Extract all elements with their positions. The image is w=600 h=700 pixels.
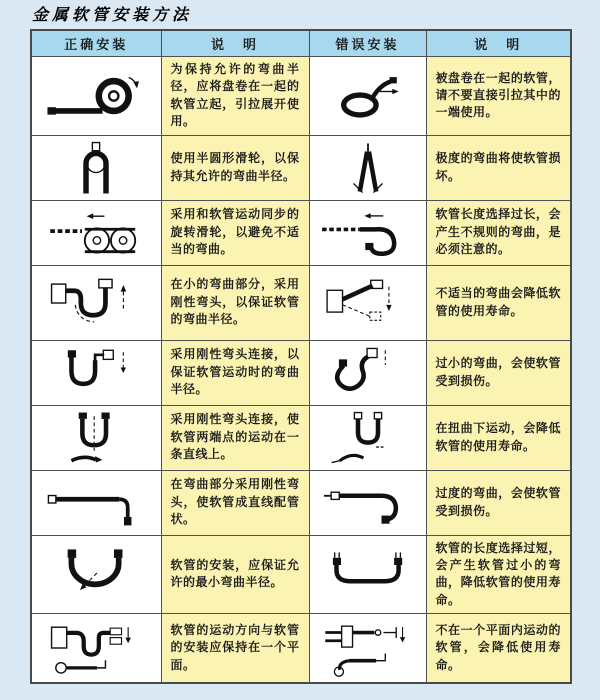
correct-desc-cell [161, 405, 309, 470]
table-row [31, 405, 571, 470]
wrong-desc-text: 被盘卷在一起的软管，请不要直接引拉其中的一端使用。 [435, 70, 561, 120]
wrong-desc-text: 在扭曲下运动，会降低软管的使用寿命。 [435, 421, 561, 453]
extreme-bend-hose-icon [318, 140, 418, 196]
coil-pulled-from-end-icon [318, 69, 418, 123]
header-correct-install: 正确安装 [31, 30, 161, 57]
page-title: 金属软管安装方法 [32, 5, 193, 24]
correct-image-cell [31, 265, 161, 340]
too-small-bend-icon [318, 345, 418, 401]
hose-installation-table [30, 29, 572, 684]
correct-desc-text: 为保持允许的弯曲半径，应将盘卷在一起的软管立起，引拉展开使用。 [170, 62, 300, 129]
correct-desc-text: 采用刚性弯头连接，使软管两端点的运动在一条直线上。 [170, 412, 300, 462]
correct-image-cell [31, 135, 161, 200]
correct-image-cell [31, 200, 161, 265]
wrong-desc-cell [426, 135, 571, 200]
wrong-image-cell [309, 614, 426, 683]
overlong-hose-irregular-bend-icon [318, 206, 418, 260]
wrong-desc-cell [426, 340, 571, 405]
wrong-desc-cell [426, 200, 571, 265]
wrong-desc-cell [426, 405, 571, 470]
too-short-hose-icon [316, 547, 420, 601]
endpoints-straight-line-icon [46, 409, 146, 467]
excessive-bend-icon [318, 476, 418, 530]
correct-desc-text: 在小的弯曲部分，采用刚性弯头，以保证软管的弯曲半径。 [170, 277, 300, 327]
straight-piping-rigid-elbow-icon [44, 475, 148, 531]
header-wrong-install: 错误安装 [309, 30, 426, 57]
wrong-desc-text: 不在一个平面内运动的软管，会降低使用寿命。 [435, 622, 561, 672]
wrong-image-cell [309, 535, 426, 614]
wrong-desc-text: 软管的长度选择过短，会产生软管过小的弯曲，降低软管的使用寿命。 [435, 540, 561, 607]
correct-desc-text: 软管的运动方向与软管的安装应保持在一个平面。 [170, 622, 300, 672]
correct-desc-text: 采用刚性弯头连接，以保证软管运动时的弯曲半径。 [170, 347, 300, 397]
wrong-image-cell [309, 340, 426, 405]
minimum-bend-radius-icon [44, 545, 148, 603]
wrong-desc-text: 极度的弯曲将使软管损坏。 [435, 151, 561, 183]
wrong-image-cell [309, 265, 426, 340]
table-row [31, 614, 571, 683]
correct-desc-text: 使用半圆形滑轮，以保持其允许的弯曲半径。 [170, 151, 300, 183]
wrong-desc-cell [426, 57, 571, 136]
correct-image-cell [31, 405, 161, 470]
synchronized-rotating-pulleys-icon [44, 205, 148, 261]
table-row [31, 535, 571, 614]
wrong-image-cell [309, 405, 426, 470]
coiled-hose-stand-unroll-icon [44, 68, 148, 124]
correct-image-cell [31, 340, 161, 405]
header-row [31, 30, 571, 57]
rigid-elbow-connection-icon [46, 345, 146, 401]
rigid-elbow-small-bend-icon [44, 273, 148, 333]
table-row [31, 57, 571, 136]
twisted-motion-hose-icon [318, 409, 418, 467]
wrong-desc-cell [426, 470, 571, 535]
wrong-image-cell [309, 57, 426, 136]
correct-desc-cell [161, 614, 309, 683]
different-plane-motion-icon [318, 618, 418, 678]
wrong-desc-text: 过度的弯曲，会使软管受到损伤。 [435, 486, 561, 518]
same-plane-motion-icon [44, 618, 148, 678]
header-description-2: 说 明 [426, 30, 571, 57]
improper-bend-icon [318, 275, 418, 331]
table-row [31, 200, 571, 265]
table-row [31, 135, 571, 200]
header-description-1: 说 明 [161, 30, 309, 57]
table-row [31, 470, 571, 535]
wrong-image-cell [309, 470, 426, 535]
correct-image-cell [31, 614, 161, 683]
correct-desc-cell [161, 135, 309, 200]
correct-desc-text: 采用和软管运动同步的旋转滑轮，以避免不适当的弯曲。 [170, 207, 300, 257]
correct-image-cell [31, 57, 161, 136]
wrong-desc-cell [426, 614, 571, 683]
wrong-desc-text: 过小的弯曲，会使软管受到损伤。 [435, 356, 561, 388]
wrong-image-cell [309, 200, 426, 265]
wrong-desc-cell [426, 265, 571, 340]
wrong-desc-text: 不适当的弯曲会降低软管的使用寿命。 [435, 286, 561, 318]
correct-desc-cell [161, 535, 309, 614]
wrong-image-cell [309, 135, 426, 200]
correct-desc-cell [161, 200, 309, 265]
table-row [31, 340, 571, 405]
correct-image-cell [31, 470, 161, 535]
correct-desc-text: 软管的安装，应保证允许的最小弯曲半径。 [170, 557, 300, 590]
correct-desc-cell [161, 57, 309, 136]
correct-desc-text: 在弯曲部分采用刚性弯头，使软管成直线配管状。 [170, 477, 300, 527]
table-row [31, 265, 571, 340]
wrong-desc-cell [426, 535, 571, 614]
correct-desc-cell [161, 470, 309, 535]
correct-desc-cell [161, 340, 309, 405]
correct-image-cell [31, 535, 161, 614]
hose-over-semicircular-pulley-icon [46, 140, 146, 196]
correct-desc-cell [161, 265, 309, 340]
wrong-desc-text: 软管长度选择过长，会产生不规则的弯曲，是必须注意的。 [435, 207, 561, 257]
